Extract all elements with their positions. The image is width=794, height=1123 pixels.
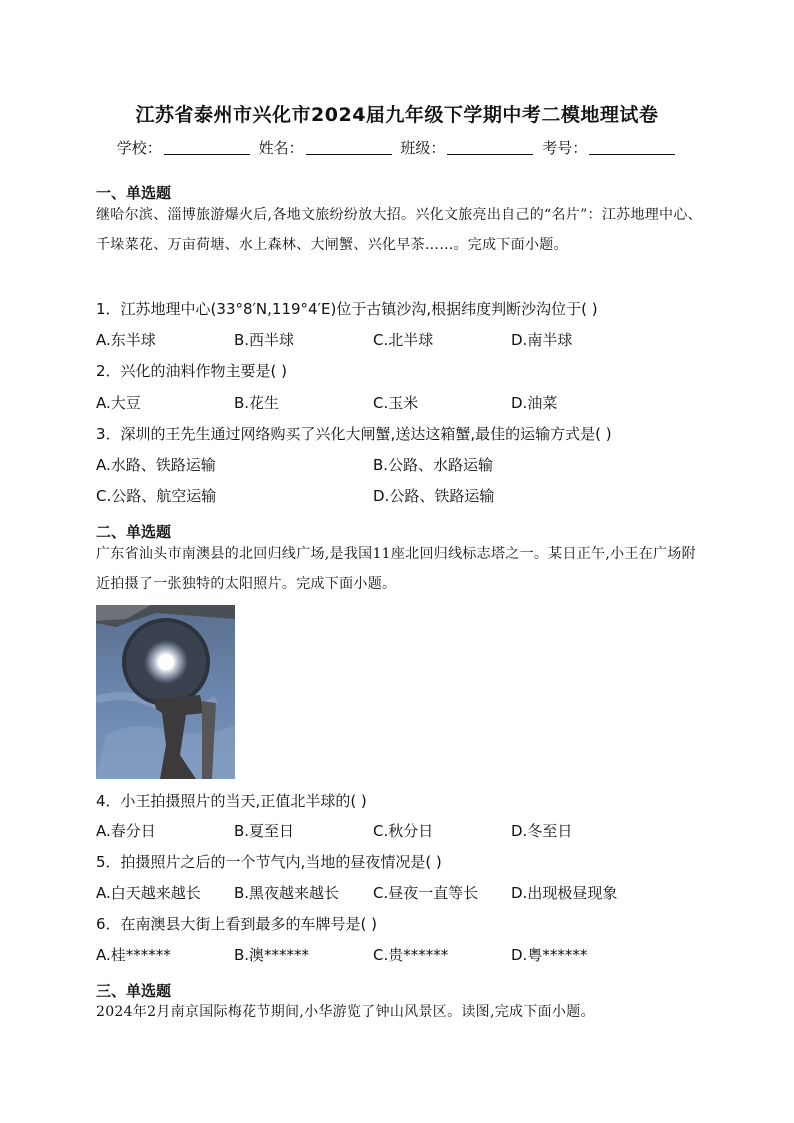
section-intro: 2024年2月南京国际梅花节期间,小华游览了钟山风景区。读图,完成下面小题。	[96, 1004, 595, 1020]
option[interactable]: B.澳******	[234, 946, 310, 964]
school-field[interactable]	[164, 140, 250, 155]
sun-photo-image	[96, 605, 235, 779]
student-info-line	[0, 137, 794, 158]
section-heading: 一、单选题	[96, 184, 172, 202]
option[interactable]: C.昼夜一直等长	[373, 884, 479, 902]
section-intro: 广东省汕头市南澳县的北回归线广场,是我国11座北回归线标志塔之一。某日正午,小王在广场附近拍摄了一张独特的太阳照片。完成下面小题。	[96, 546, 696, 592]
question-stem: 1．江苏地理中心(33°8′N,119°4′E)位于古镇沙沟,根据纬度判断沙沟位于( )	[96, 300, 598, 318]
exam-no-field[interactable]	[589, 140, 675, 155]
name-field[interactable]	[306, 140, 392, 155]
question-stem: 2．兴化的油料作物主要是( )	[96, 362, 288, 380]
option[interactable]: D.油菜	[511, 394, 558, 412]
exam-no-label: 考号：	[542, 139, 588, 157]
option[interactable]: C.玉米	[373, 394, 419, 412]
option[interactable]: C.公路、航空运输	[96, 487, 217, 505]
option[interactable]: A.春分日	[96, 822, 156, 840]
option[interactable]: A.大豆	[96, 394, 141, 412]
class-field[interactable]	[447, 140, 533, 155]
question-stem: 5．拍摄照片之后的一个节气内,当地的昼夜情况是( )	[96, 853, 442, 871]
option[interactable]: C.秋分日	[373, 822, 434, 840]
option[interactable]: B.夏至日	[234, 822, 295, 840]
option[interactable]: B.花生	[234, 394, 280, 412]
question-stem: 4．小王拍摄照片的当天,正值北半球的( )	[96, 792, 367, 810]
section-heading: 二、单选题	[96, 523, 172, 541]
option[interactable]: D.出现极昼现象	[511, 884, 618, 902]
option[interactable]: A.水路、铁路运输	[96, 456, 216, 474]
option[interactable]: D.冬至日	[511, 822, 573, 840]
option[interactable]: C.北半球	[373, 331, 434, 349]
question-stem: 3．深圳的王先生通过网络购买了兴化大闸蟹,送达这箱蟹,最佳的运输方式是( )	[96, 425, 612, 443]
option[interactable]: B.西半球	[234, 331, 295, 349]
section-heading: 三、单选题	[96, 982, 172, 1000]
question-stem: 6．在南澳县大街上看到最多的车牌号是( )	[96, 915, 378, 933]
option[interactable]: D.公路、铁路运输	[373, 487, 495, 505]
school-label: 学校：	[116, 139, 162, 157]
sun-photo	[96, 605, 235, 779]
option[interactable]: D.南半球	[511, 331, 573, 349]
name-label: 姓名：	[258, 139, 304, 157]
option[interactable]: D.粤******	[511, 946, 588, 964]
class-label: 班级：	[400, 139, 446, 157]
option[interactable]: A.桂******	[96, 946, 171, 964]
option[interactable]: B.黑夜越来越长	[234, 884, 340, 902]
option[interactable]: C.贵******	[373, 946, 449, 964]
section-intro: 继哈尔滨、淄博旅游爆火后,各地文旅纷纷放大招。兴化文旅亮出自己的“名片”：江苏地理中心、千垛菜花、万亩荷塘、水上森林、大闸蟹、兴化早茶……。完成下面小题。	[96, 207, 702, 253]
option[interactable]: B.公路、水路运输	[373, 456, 494, 474]
option[interactable]: A.东半球	[96, 331, 156, 349]
page-title: 江苏省泰州市兴化市2024届九年级下学期中考二模地理试卷	[135, 104, 659, 126]
option[interactable]: A.白天越来越长	[96, 884, 201, 902]
